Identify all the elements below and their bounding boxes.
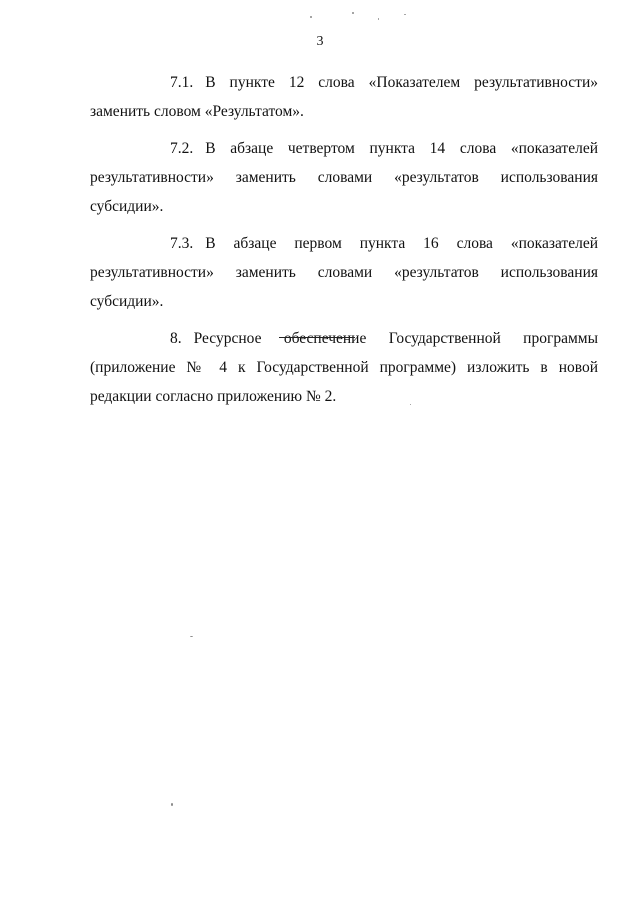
document-body [90, 68, 598, 419]
end-divider [279, 337, 355, 338]
scan-speck [171, 803, 173, 806]
scan-speck [190, 636, 193, 637]
paragraph-number: 7.1. [170, 74, 194, 91]
paragraph-7-1 [90, 68, 598, 126]
paragraph-number: 7.3. [170, 235, 194, 252]
paragraph-number: 7.2. [170, 140, 194, 157]
scan-speck [404, 14, 406, 15]
paragraph-text: В абзаце первом пункта 16 слова «показателей результативности» заменить словами «результатов использования субсидии». [90, 235, 598, 310]
paragraph-text: В пункте 12 слова «Показателем результативности» заменить словом «Результатом». [90, 74, 598, 120]
scan-speck [352, 12, 354, 14]
paragraph-number: 8. [170, 330, 182, 347]
page-number: 3 [316, 34, 324, 49]
scan-speck [378, 18, 379, 20]
scan-speck [310, 16, 312, 18]
paragraph-text: В абзаце четвертом пункта 14 слова «показателей результативности» заменить словами «результатов использования субсидии». [90, 140, 598, 215]
scan-speck [410, 404, 411, 405]
paragraph-7-3 [90, 229, 598, 316]
paragraph-text: Ресурсное обеспечение Государственной программы (приложение № 4 к Государственной программе) изложить в новой редакции согласно приложению № 2. [90, 330, 598, 405]
paragraph-7-2 [90, 134, 598, 221]
